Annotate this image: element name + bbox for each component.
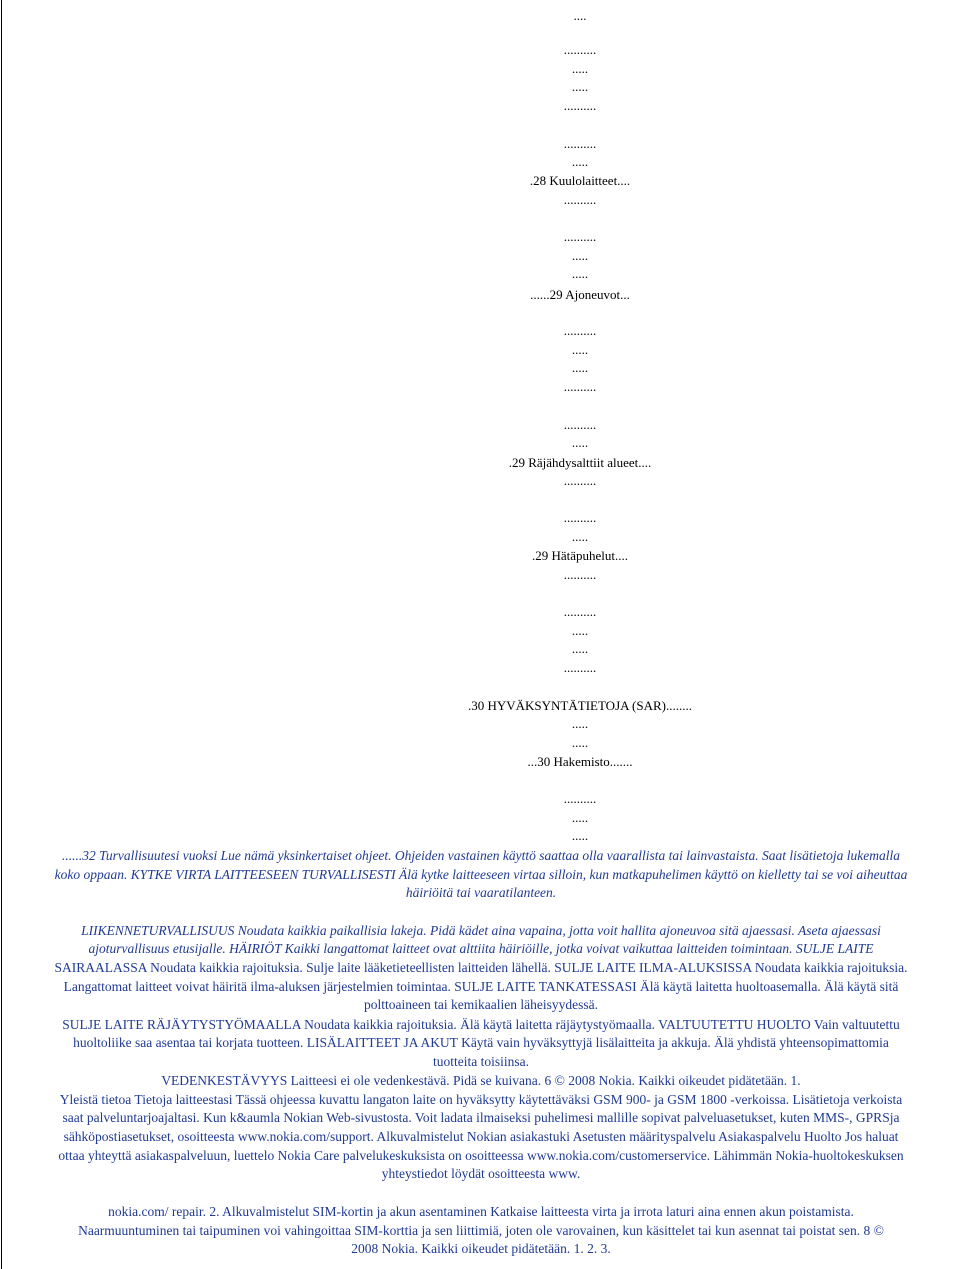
body-line-turvallisuus-1: ......32 Turvallisuutesi vuoksi Lue nämä yksinkertaiset ohjeet. Ohjeiden vastainen käyttö saattaa olla vaarallista tai lainvastaista. Saat lisätietoja lukemalla — [61, 848, 901, 863]
toc-line: .......... — [563, 473, 597, 488]
body-line-polttoaine: polttoaineen tai kemikaalien läheisyydessä. — [364, 997, 598, 1012]
toc-line: .......... — [563, 417, 597, 432]
toc-line-hakemisto: ...30 Hakemisto....... — [527, 754, 633, 769]
toc-line: .......... — [563, 98, 597, 113]
toc-line: .......... — [563, 136, 597, 151]
body-line-lisalaitteet: huoltoliike saa asentaa tai korjata tuotteen. LISÄLAITTEET JA AKUT Käytä vain hyväksyttyjä lisälaitteita ja akkuja. Älä yhdistä yhteensopimattomia — [73, 1035, 889, 1050]
body-line-rajaytys: SULJE LAITE RÄJÄYTYSTYÖMAALLA Noudata kaikkia rajoituksia. Älä käytä laitetta räjäytystyömaalla. VALTUUTETTU HUOLTO Vain valtuutettu — [62, 1017, 900, 1032]
body-line-turvallisuus-3: häiriöitä tai vaaratilanteen. — [405, 885, 557, 900]
body-line-ilma-alus: Langattomat laitteet voivat häiritä ilma-aluksen järjestelmien toimintaa. SULJE LAITE TANKATESSASI Älä käytä laitetta huoltoasemalla. Älä käytä sitä — [63, 979, 899, 994]
toc-line: ..... — [571, 435, 589, 450]
toc-line: .......... — [563, 323, 597, 338]
toc-line: .......... — [563, 229, 597, 244]
toc-line-ajoneuvot: ......29 Ajoneuvot... — [530, 287, 630, 302]
toc-line: ..... — [571, 828, 589, 843]
toc-line-kuulolaitteet: .28 Kuulolaitteet.... — [529, 173, 631, 188]
toc-line: ..... — [571, 266, 589, 281]
toc-line: ..... — [571, 248, 589, 263]
body-line-toisiinsa: tuotteita toisiinsa. — [433, 1054, 529, 1069]
body-line-palveluntarjoaja: saat palveluntarjoajaltasi. Kun k&aumla Nokian Web-sivustosta. Voit ladata ilmaiseksi puhelimesi mallille sopivat palveluasetukset, kuten MMS-, GPRSja — [62, 1110, 900, 1125]
toc-line: ..... — [571, 641, 589, 656]
toc-line: .......... — [563, 791, 597, 806]
toc-line: .......... — [563, 604, 597, 619]
body-line-sairaala: SAIRAALASSA Noudata kaikkia rajoituksia. Sulje laite lääketieteellisten laitteiden lähellä. SULJE LAITE ILMA-ALUKSISSA Noudata kaikkia rajoituksia. — [54, 960, 908, 975]
body-line-turvallisuus-2: koko oppaan. KYTKE VIRTA LAITTEESEEN TURVALLISESTI Älä kytke laitteeseen virtaa silloin, kun matkapuhelimen käyttö on kielletty tai se voi aiheuttaa — [54, 867, 908, 882]
toc-line: .......... — [563, 192, 597, 207]
body-line-yleista-tietoa: Yleistä tietoa Tietoja laitteestasi Tässä ohjeessa kuvattu langaton laite on hyväksytty käytettäväksi GSM 900- ja GSM 1800 -verkoissa. Lisätietoja verkoista — [59, 1092, 903, 1107]
toc-line: .......... — [563, 567, 597, 582]
toc-line: .... — [573, 8, 587, 23]
toc-line: ..... — [571, 810, 589, 825]
body-line-sahkoposti: sähköpostiasetukset, osoitteesta www.nokia.com/support. Alkuvalmistelut Nokian asiakastuki Asetusten määrityspalvelu Asiakaspalvelu Huolto Jos haluat — [63, 1129, 899, 1144]
toc-line: .......... — [563, 42, 597, 57]
toc-line-sar: .30 HYVÄKSYNTÄTIETOJA (SAR)........ — [467, 698, 692, 713]
page-border-line — [1, 0, 2, 1269]
toc-line-hatapuhelut: .29 Hätäpuhelut.... — [531, 548, 629, 563]
toc-line: ..... — [571, 154, 589, 169]
toc-line: ..... — [571, 529, 589, 544]
toc-line: ..... — [571, 61, 589, 76]
toc-line: .......... — [563, 660, 597, 675]
body-line-alkuvalmistelut: nokia.com/ repair. 2. Alkuvalmistelut SIM-kortin ja akun asentaminen Katkaise laitteesta virta ja irrota laturi aina ennen akun poistamista. — [108, 1204, 854, 1219]
toc-line: ..... — [571, 342, 589, 357]
toc-line: .......... — [563, 510, 597, 525]
body-line-liikenne-1: LIIKENNETURVALLISUUS Noudata kaikkia paikallisia lakeja. Pidä kädet aina vapaina, jotta voit hallita ajoneuvoa sitä ajaessasi. Aseta ajaessasi — [81, 923, 881, 938]
toc-line: ..... — [571, 735, 589, 750]
toc-line: ..... — [571, 79, 589, 94]
body-line-vedenkestavyys: VEDENKESTÄVYYS Laitteesi ei ole vedenkestävä. Pidä se kuivana. 6 © 2008 Nokia. Kaikki oikeudet pidätetään. 1. — [161, 1073, 801, 1088]
body-line-naarmuuntuminen: Naarmuuntuminen tai taipuminen voi vahingoittaa SIM-korttia ja sen liittimiä, joten ole varovainen, kun käsittelet tai kun asennat tai poistat sen. 8 © — [78, 1223, 884, 1238]
toc-line: ..... — [571, 716, 589, 731]
toc-line: ..... — [571, 360, 589, 375]
body-line-yhteystiedot: yhteystiedot löydät osoitteesta www. — [381, 1166, 581, 1181]
body-line-liikenne-2: ajoturvallisuus etusijalle. HÄIRIÖT Kaikki langattomat laitteet ovat alttiita häiriöille, jotka voivat vaikuttaa laitteiden toimintaan. SULJE LAITE — [88, 941, 874, 956]
toc-line: .......... — [563, 379, 597, 394]
body-line-asiakaspalvelu: ottaa yhteyttä asiakaspalveluun, luettelo Nokia Care palvelukeskuksista on osoitteessa www.nokia.com/customerservice. Lähimmän Nokia-huoltokeskuksen — [58, 1148, 904, 1163]
toc-line-rajahdysalttiit-alueet: .29 Räjähdysalttiit alueet.... — [508, 455, 652, 470]
body-line-copyright: 2008 Nokia. Kaikki oikeudet pidätetään. 1. 2. 3. — [351, 1241, 611, 1256]
toc-line: ..... — [571, 623, 589, 638]
